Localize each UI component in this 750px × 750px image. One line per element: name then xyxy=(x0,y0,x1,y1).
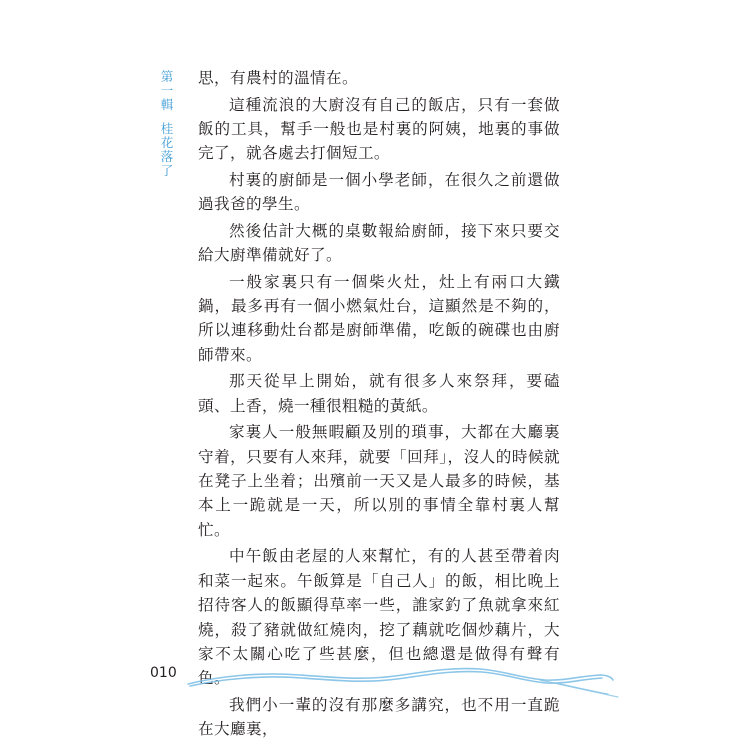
paragraph: 村裏的廚師是一個小學老師，在很久之前還做過我爸的學生。 xyxy=(198,170,560,214)
paragraph: 中午飯由老屋的人來幫忙，有的人甚至帶着肉和菜一起來。午飯算是「自己人」的飯，相比晚上招待客人的飯顯得草率一些，誰家釣了魚就拿來紅燒，殺了豬就做紅燒肉，挖了藕就吃個炒藕片，大家不太關心吃了些甚麼，但也總還是做得有聲有色。 xyxy=(198,547,560,688)
paragraph: 家裏人一般無暇顧及別的瑣事，大都在大廳裏守着，只要有人來拜，就要「回拜」，沒人的時候就在凳子上坐着；出殯前一天又是人最多的時候，基本上一跪就是一天，所以別的事情全靠村裏人幫忙。 xyxy=(198,423,560,539)
paragraph: 那天從早上開始，就有很多人來祭拜，要磕頭、上香，燒一種很粗糙的黃紙。 xyxy=(198,372,560,415)
paragraph: 一般家裏只有一個柴火灶，灶上有兩口大鐵鍋，最多再有一個小燃氣灶台，這顯然是不夠的，所以連移動灶台都是廚師準備，吃飯的碗碟也由廚師帶來。 xyxy=(198,272,560,364)
paragraph: 然後估計大概的桌數報給廚師，接下來只要交給大廚準備就好了。 xyxy=(198,221,560,265)
part-char-2: 一 xyxy=(160,83,174,98)
part-char-1: 第 xyxy=(160,69,174,84)
title-char-1: 桂 xyxy=(160,121,174,136)
page-number: 010 xyxy=(150,665,177,681)
title-char-4: 了 xyxy=(160,163,174,178)
title-char-3: 落 xyxy=(160,149,174,164)
paragraph: 我們小一輩的沒有那麼多講究，也不用一直跪在大廳裏， xyxy=(198,695,560,739)
title-char-2: 花 xyxy=(160,135,174,150)
part-char-3: 輯 xyxy=(160,97,174,112)
paragraph: 思，有農村的溫情在。 xyxy=(198,69,358,87)
paragraph: 這種流浪的大廚沒有自己的飯店，只有一套做飯的工具，幫手一般也是村裏的阿姨，地裏的事做完了，就各處去打個短工。 xyxy=(198,95,560,163)
